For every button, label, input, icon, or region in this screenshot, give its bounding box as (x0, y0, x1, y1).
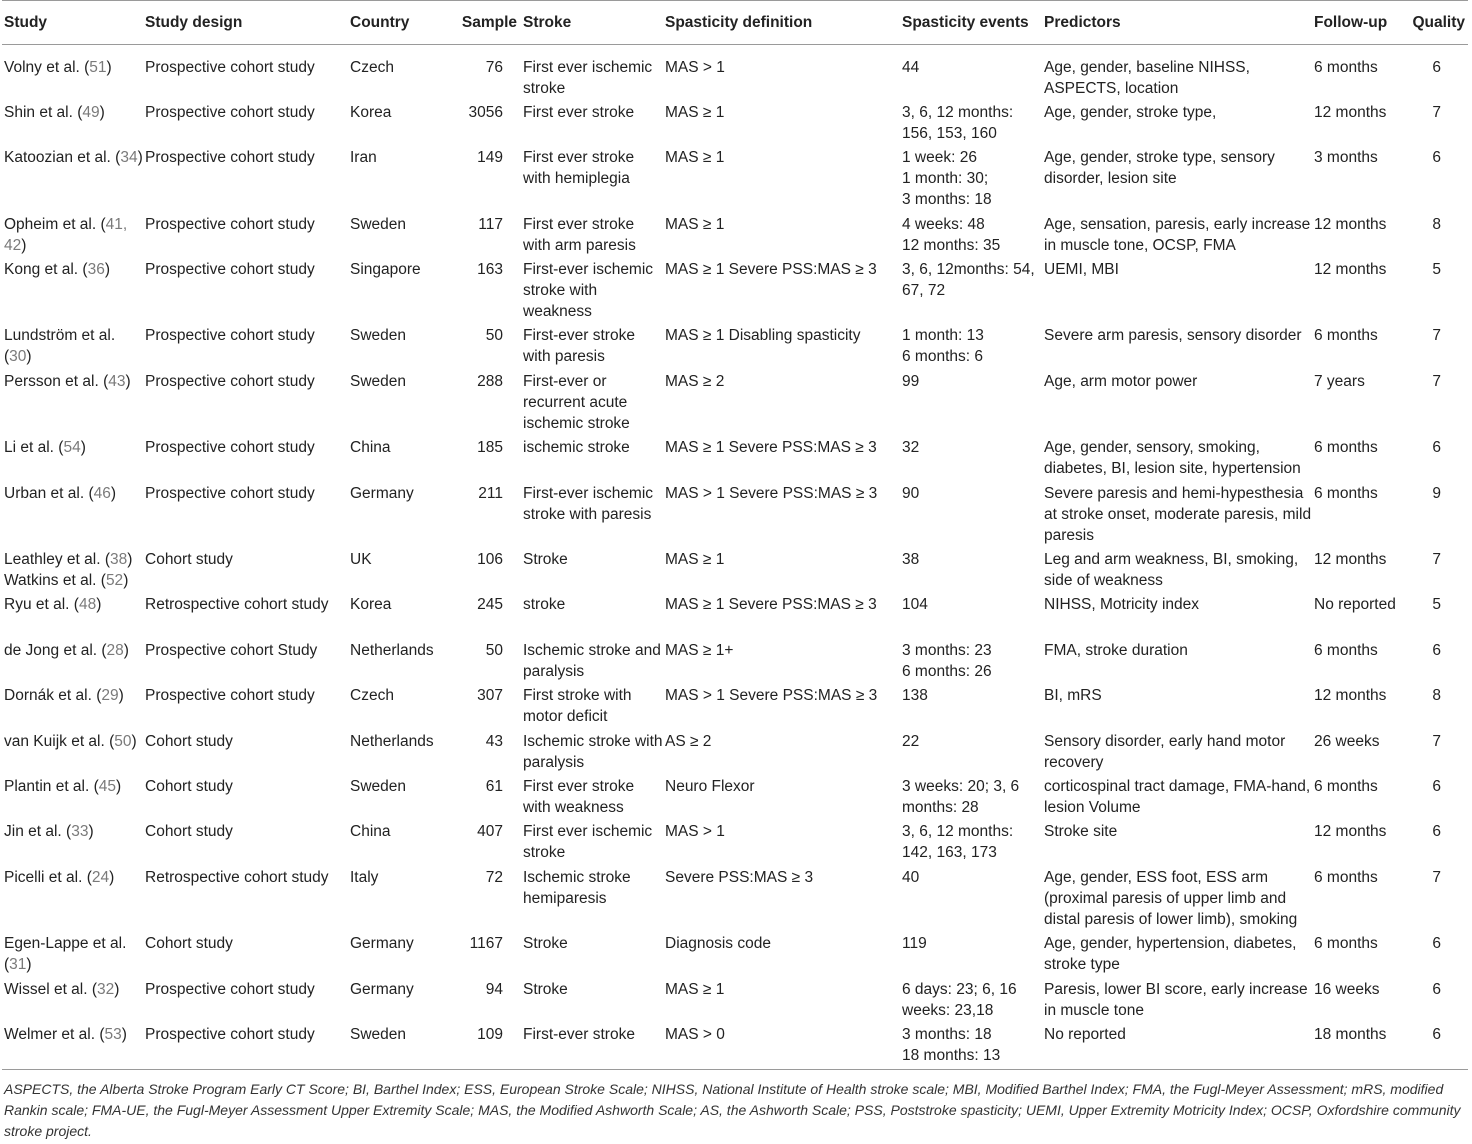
reference-link[interactable]: 30 (9, 348, 27, 366)
cell-study: Persson et al. (43) (4, 372, 131, 390)
cell-study-design: Cohort study (145, 823, 233, 841)
cell-stroke: First-ever stroke (523, 1024, 665, 1069)
reference-link[interactable]: 53 (104, 1025, 122, 1043)
reference-link[interactable]: 36 (87, 261, 105, 279)
cell-quality: 7 (1432, 868, 1441, 886)
table-row (2, 685, 1468, 730)
table-row (2, 483, 1468, 549)
cell-stroke: First ever stroke (523, 103, 635, 121)
table-row (2, 325, 1468, 370)
cell-predictors: Age, sensation, paresis, early increase in muscle tone, OCSP, FMA (1044, 215, 1311, 254)
cell-study: Lundström et al. (30) (4, 327, 116, 366)
cell-spasticity-events: 1 month: 13 6 months: 6 (902, 327, 984, 366)
cell-stroke: First ever stroke with arm paresis (523, 215, 636, 254)
cell-quality: 7 (1432, 103, 1441, 121)
cell-spasticity-definition: MAS > 1 Severe PSS:MAS ≥ 3 (665, 687, 878, 705)
cell-predictors: Stroke site (1044, 823, 1118, 841)
cell-study: Urban et al. (46) (4, 484, 117, 502)
cell-follow-up: 26 weeks (1314, 732, 1380, 750)
cell-study-design: Cohort study (145, 551, 233, 569)
cell-stroke: Ischemic stroke hemiparesis (523, 868, 631, 907)
table-row (2, 640, 1468, 685)
cell-country: Netherlands (350, 641, 434, 659)
cell-country: Korea (350, 596, 392, 614)
reference-link[interactable]: 46 (93, 484, 111, 502)
reference-link[interactable]: 28 (106, 641, 124, 659)
cell-study: Plantin et al. (45) (4, 777, 122, 795)
cell-sample: 288 (477, 372, 503, 390)
cell-follow-up: 6 months (1314, 641, 1378, 659)
cell-quality: 5 (1432, 261, 1441, 279)
reference-link[interactable]: 49 (82, 103, 100, 121)
cell-stroke: First ever stroke with hemiplegia (523, 149, 635, 188)
header-study: Study (2, 1, 145, 45)
cell-spasticity-events: 44 (902, 59, 920, 76)
cell-spasticity-events: 99 (902, 372, 920, 390)
cell-spasticity-events: 1 week: 26 1 month: 30; 3 months: 18 (902, 149, 992, 209)
cell-spasticity-events: 3 months: 18 18 months: 13 (902, 1024, 1044, 1069)
cell-spasticity-definition: MAS ≥ 1 Severe PSS:MAS ≥ 3 (665, 439, 877, 457)
table-row (2, 147, 1468, 213)
cell-spasticity-definition: MAS ≥ 1 (665, 149, 725, 167)
cell-country: Sweden (350, 372, 407, 390)
cell-sample: 106 (477, 551, 503, 569)
cell-follow-up: 6 months (1314, 439, 1378, 457)
study-author: Li et al. (4, 439, 54, 457)
study-author: Volny et al. (4, 59, 80, 76)
cell-country: Singapore (350, 261, 421, 279)
cell-spasticity-definition: MAS > 0 (665, 1024, 902, 1069)
reference-link[interactable]: 32 (97, 980, 115, 998)
cell-stroke: Stroke (523, 980, 568, 998)
cell-study-design: Prospective cohort study (145, 484, 315, 502)
cell-spasticity-events: 4 weeks: 48 12 months: 35 (902, 215, 1001, 254)
cell-study: de Jong et al. (28) (4, 641, 129, 659)
table-footnote: ASPECTS, the Alberta Stroke Program Early CT Score; BI, Barthel Index; ESS, European Stroke Scale; NIHSS, National Institute of Health stroke scale; MBI, Modified Barthel Index; FMA, the Fugl-Meyer Assessment; mRS, modified Rankin scale; FMA-UE, the Fugl-Meyer Assessment Upper Extremity Scale; MAS, the Modified Ashworth Scale; AS, the Ashworth Scale; PSS, Poststroke spasticity; UEMI, Upper Extremity Motricity Index; OCSP, Oxfordshire community stroke project. (4, 1080, 1461, 1139)
cell-follow-up: 16 weeks (1314, 980, 1380, 998)
cell-stroke: First ever ischemic stroke (523, 823, 653, 862)
cell-follow-up: 6 months (1314, 59, 1378, 76)
table-row (2, 259, 1468, 325)
cell-sample: 407 (477, 823, 503, 841)
cell-quality: 6 (1432, 439, 1441, 457)
cell-spasticity-definition: MAS ≥ 1 Severe PSS:MAS ≥ 3 (665, 261, 877, 279)
cell-study: Dornák et al. (29) (4, 687, 124, 705)
cell-predictors: Age, arm motor power (1044, 372, 1198, 390)
cell-spasticity-events: 138 (902, 687, 928, 705)
cell-country: Sweden (350, 215, 407, 233)
cell-follow-up: 6 months (1314, 327, 1378, 345)
reference-link[interactable]: 38 (109, 551, 128, 569)
cell-spasticity-definition: AS ≥ 2 (665, 732, 712, 750)
table-row (2, 371, 1468, 437)
cell-study-design: Prospective cohort study (145, 687, 315, 705)
cell-spasticity-definition: MAS ≥ 1 (665, 103, 725, 121)
cell-spasticity-events: 3, 6, 12months: 54, 67, 72 (902, 261, 1035, 300)
cell-predictors: Age, gender, sensory, smoking, diabetes, BI, lesion site, hypertension (1044, 439, 1301, 478)
cell-follow-up: 6 months (1314, 777, 1378, 795)
cell-predictors: Sensory disorder, early hand motor recovery (1044, 732, 1286, 771)
cell-quality: 6 (1432, 777, 1441, 795)
cell-sample: 61 (485, 777, 503, 795)
cell-country: Germany (350, 484, 414, 502)
study-author: Welmer et al. (4, 1025, 96, 1043)
study-author: Persson et al. (4, 372, 99, 390)
cell-stroke: Ischemic stroke with paralysis (523, 732, 663, 771)
cell-study-design: Prospective cohort study (145, 59, 315, 76)
cell-sample: 72 (485, 868, 503, 886)
cell-study-design: Prospective cohort study (145, 439, 315, 457)
cell-follow-up: No reported (1314, 596, 1396, 614)
study-author: Plantin et al. (4, 777, 90, 795)
study-author: Kong et al. (4, 261, 79, 279)
cell-spasticity-events: 6 days: 23; 6, 16 weeks: 23,18 (902, 980, 1017, 1019)
study-author: Katoozian et al. (4, 149, 111, 167)
reference-link[interactable]: 45 (98, 777, 117, 795)
cell-study-design: Prospective cohort study (145, 103, 315, 121)
cell-study: Kong et al. (36) (4, 261, 110, 279)
table-row (2, 549, 1468, 594)
reference-link[interactable]: 34 (120, 149, 138, 167)
reference-link[interactable]: 43 (108, 372, 126, 390)
reference-link[interactable]: 41, 42 (4, 215, 128, 254)
cell-study-design: Prospective cohort study (145, 215, 315, 233)
cell-quality: 6 (1432, 641, 1441, 659)
cell-quality: 8 (1432, 687, 1441, 705)
cell-spasticity-events: 3 months: 23 6 months: 26 (902, 641, 992, 680)
cell-country: Sweden (350, 327, 407, 345)
cell-spasticity-definition: MAS > 1 Severe PSS:MAS ≥ 3 (665, 484, 878, 502)
cell-predictors: Severe paresis and hemi-hypesthesia at stroke onset, moderate paresis, mild paresis (1044, 484, 1312, 544)
cell-quality: 7 (1432, 372, 1441, 390)
cell-country: Netherlands (350, 732, 434, 750)
cell-sample: 307 (477, 687, 503, 705)
cell-study: Ryu et al. (48) (4, 596, 102, 614)
table-row (2, 594, 1468, 639)
study-author: Shin et al. (4, 103, 73, 121)
cell-study-design: Prospective cohort study (145, 980, 315, 998)
cell-sample: 94 (485, 980, 503, 998)
table-row (2, 214, 1468, 259)
cell-study-design: Prospective cohort study (145, 327, 315, 345)
table-row (2, 45, 1468, 102)
cell-study: Katoozian et al. (34) (4, 149, 143, 167)
cell-study: Volny et al. (51) (4, 59, 112, 76)
study-author: Lundström et al. (4, 327, 116, 345)
study-author: van Kuijk et al. (4, 732, 105, 750)
reference-link[interactable]: 31 (9, 956, 27, 974)
cell-spasticity-definition: MAS ≥ 1 Severe PSS:MAS ≥ 3 (665, 596, 877, 614)
cell-predictors: BI, mRS (1044, 687, 1102, 705)
cell-sample: 50 (485, 641, 503, 659)
cell-quality: 7 (1432, 732, 1441, 750)
cell-follow-up: 12 months (1314, 551, 1387, 569)
cell-quality: 6 (1432, 823, 1441, 841)
cell-quality: 6 (1432, 59, 1441, 76)
cell-country: Iran (350, 149, 377, 167)
cell-sample: 3056 (468, 103, 503, 121)
cell-study-design: Prospective cohort study (145, 372, 315, 390)
table-row (2, 933, 1468, 978)
study-author: de Jong et al. (4, 641, 98, 659)
cell-follow-up: 18 months (1314, 1024, 1406, 1069)
cell-predictors: NIHSS, Motricity index (1044, 596, 1200, 614)
study-author: Watkins et al. (4, 572, 97, 590)
cell-spasticity-definition: MAS > 1 (665, 823, 725, 841)
cell-sample: 163 (477, 261, 503, 279)
cell-stroke: ischemic stroke (523, 439, 630, 457)
cell-sample: 245 (477, 596, 503, 614)
reference-link[interactable]: 24 (91, 868, 110, 886)
cell-country: UK (350, 551, 372, 569)
study-author: Picelli et al. (4, 868, 83, 886)
cell-study-design: Retrospective cohort study (145, 596, 329, 614)
cell-predictors: FMA, stroke duration (1044, 641, 1188, 659)
cell-follow-up: 12 months (1314, 261, 1387, 279)
cell-spasticity-events: 3 weeks: 20; 3, 6 months: 28 (902, 777, 1020, 816)
cell-study: Wissel et al. (32) (4, 980, 120, 998)
table-row (2, 102, 1468, 147)
cell-follow-up: 6 months (1314, 868, 1378, 886)
cell-follow-up: 3 months (1314, 149, 1378, 167)
cell-study-design: Cohort study (145, 732, 233, 750)
cell-predictors: Paresis, lower BI score, early increase in muscle tone (1044, 980, 1308, 1019)
study-author: Dornák et al. (4, 687, 92, 705)
cell-follow-up: 12 months (1314, 687, 1387, 705)
cell-predictors: Age, gender, stroke type, sensory disorder, lesion site (1044, 149, 1275, 188)
cell-country: Sweden (350, 777, 407, 795)
reference-link[interactable]: 33 (71, 823, 89, 841)
cell-country: Italy (350, 868, 379, 886)
cell-study: Opheim et al. (41, 42) (4, 215, 128, 254)
cell-study-design: Cohort study (145, 777, 233, 795)
cell-quality: 9 (1432, 484, 1441, 502)
cell-spasticity-definition: MAS ≥ 1 (665, 980, 725, 998)
cell-spasticity-definition: MAS ≥ 2 (665, 372, 725, 390)
cell-spasticity-definition: MAS ≥ 1 (665, 551, 725, 569)
cell-spasticity-events: 40 (902, 868, 920, 886)
cell-study: Leathley et al. (38) Watkins et al. (52) (4, 551, 133, 590)
cell-predictors: Age, gender, baseline NIHSS, ASPECTS, location (1044, 59, 1250, 97)
header-stroke: Stroke (523, 1, 665, 45)
cell-stroke: First-ever stroke with paresis (523, 327, 635, 366)
cell-study: Welmer et al. (53) (2, 1024, 145, 1069)
cell-stroke: stroke (523, 596, 566, 614)
header-study-design: Study design (145, 1, 350, 45)
table-row (2, 1024, 1468, 1069)
cell-predictors: No reported (1044, 1024, 1314, 1069)
cell-spasticity-definition: MAS ≥ 1 (665, 215, 725, 233)
cell-follow-up: 12 months (1314, 103, 1387, 121)
cell-country: China (350, 823, 391, 841)
cell-spasticity-events: 119 (902, 935, 927, 953)
cell-study: van Kuijk et al. (50) (4, 732, 137, 750)
cell-spasticity-events: 3, 6, 12 months: 142, 163, 173 (902, 823, 1014, 862)
cell-study: Picelli et al. (24) (4, 868, 115, 886)
cell-sample: 149 (477, 149, 503, 167)
cell-country: Germany (350, 980, 414, 998)
cell-spasticity-events: 3, 6, 12 months: 156, 153, 160 (902, 103, 1014, 142)
cell-follow-up: 12 months (1314, 823, 1387, 841)
table-row (2, 867, 1468, 933)
cell-spasticity-events: 104 (902, 596, 928, 614)
cell-spasticity-definition: MAS ≥ 1 Disabling spasticity (665, 327, 861, 345)
cell-spasticity-definition: Neuro Flexor (665, 777, 755, 795)
table-row (2, 776, 1468, 821)
studies-table (2, 0, 1468, 1070)
cell-sample: 50 (485, 327, 503, 345)
cell-follow-up: 6 months (1314, 935, 1378, 953)
header-follow-up: Follow-up (1314, 1, 1406, 45)
cell-study-design: Cohort study (145, 935, 233, 953)
cell-follow-up: 6 months (1314, 484, 1378, 502)
cell-study-design: Retrospective cohort study (145, 868, 329, 886)
cell-spasticity-events: 22 (902, 732, 920, 750)
cell-stroke: Ischemic stroke and paralysis (523, 641, 661, 680)
cell-predictors: Age, gender, stroke type, (1044, 103, 1217, 121)
cell-study: Egen-Lappe et al. (31) (4, 935, 127, 974)
cell-follow-up: 12 months (1314, 215, 1387, 233)
cell-quality: 6 (1432, 980, 1441, 998)
cell-spasticity-events: 32 (902, 439, 920, 457)
cell-quality: 7 (1432, 327, 1441, 345)
cell-sample: 1167 (469, 935, 503, 953)
reference-link[interactable]: 51 (89, 59, 107, 76)
study-author: Egen-Lappe et al. (4, 935, 127, 953)
study-author: Urban et al. (4, 484, 85, 502)
cell-sample: 76 (485, 59, 503, 76)
study-author: Jin et al. (4, 823, 62, 841)
cell-stroke: First ever ischemic stroke (523, 59, 653, 97)
cell-spasticity-events: 38 (902, 551, 920, 569)
cell-quality: 6 (1432, 149, 1441, 167)
cell-predictors: Age, gender, ESS foot, ESS arm (proximal paresis of upper limb and distal paresis of lower limb), smoking (1044, 868, 1298, 928)
cell-sample: 211 (478, 484, 503, 502)
cell-stroke: Stroke (523, 551, 568, 569)
cell-spasticity-definition: Diagnosis code (665, 935, 771, 953)
cell-quality: 8 (1432, 215, 1441, 233)
header-predictors: Predictors (1044, 1, 1314, 45)
cell-quality: 6 (1406, 1024, 1468, 1069)
reference-link[interactable]: 52 (105, 572, 124, 590)
cell-country: Sweden (350, 1024, 442, 1069)
cell-sample: 109 (442, 1024, 523, 1069)
cell-quality: 5 (1432, 596, 1441, 614)
table-row (2, 821, 1468, 866)
reference-link[interactable]: 48 (78, 596, 97, 614)
header-spasticity-definition: Spasticity definition (665, 1, 902, 45)
cell-stroke: First-ever ischemic stroke with weakness (523, 261, 654, 321)
reference-link[interactable]: 54 (63, 439, 81, 457)
cell-stroke: Stroke (523, 935, 568, 953)
cell-predictors: corticospinal tract damage, FMA-hand, lesion Volume (1044, 777, 1311, 816)
cell-study: Jin et al. (33) (4, 823, 94, 841)
cell-study: Li et al. (54) (4, 439, 86, 457)
cell-country: China (350, 439, 391, 457)
cell-spasticity-definition: MAS ≥ 1+ (665, 641, 734, 659)
cell-spasticity-definition: MAS > 1 (665, 59, 725, 76)
table-row (2, 979, 1468, 1024)
cell-quality: 6 (1432, 935, 1441, 953)
header-sample: Sample (442, 1, 523, 45)
cell-spasticity-events: 90 (902, 484, 920, 502)
study-author: Leathley et al. (4, 551, 101, 569)
cell-stroke: First ever stroke with weakness (523, 777, 635, 816)
cell-spasticity-definition: Severe PSS:MAS ≥ 3 (665, 868, 814, 886)
cell-stroke: First-ever ischemic stroke with paresis (523, 484, 654, 523)
table-body (2, 45, 1468, 1070)
cell-country: Korea (350, 103, 392, 121)
cell-study-design: Prospective cohort study (145, 149, 315, 167)
cell-country: Germany (350, 935, 414, 953)
cell-country: Czech (350, 59, 394, 76)
table-row (2, 437, 1468, 482)
study-author: Wissel et al. (4, 980, 88, 998)
header-spasticity-events: Spasticity events (902, 1, 1044, 45)
reference-link[interactable]: 50 (114, 732, 132, 750)
cell-study-design: Prospective cohort study (145, 1024, 350, 1069)
cell-sample: 117 (478, 215, 503, 233)
cell-sample: 43 (485, 732, 503, 750)
cell-predictors: Age, gender, hypertension, diabetes, stroke type (1044, 935, 1297, 974)
cell-sample: 185 (477, 439, 503, 457)
cell-predictors: Severe arm paresis, sensory disorder (1044, 327, 1302, 345)
study-author: Opheim et al. (4, 215, 97, 233)
cell-study-design: Prospective cohort study (145, 261, 315, 279)
cell-quality: 7 (1432, 551, 1441, 569)
reference-link[interactable]: 29 (101, 687, 119, 705)
cell-stroke: First stroke with motor deficit (523, 687, 632, 726)
cell-predictors: UEMI, MBI (1044, 261, 1119, 279)
cell-follow-up: 7 years (1314, 372, 1365, 390)
cell-study: Shin et al. (49) (4, 103, 105, 121)
cell-predictors: Leg and arm weakness, BI, smoking, side of weakness (1044, 551, 1299, 590)
header-country: Country (350, 1, 442, 45)
header-quality: Quality (1406, 1, 1468, 45)
cell-stroke: First-ever or recurrent acute ischemic stroke (523, 372, 630, 432)
header-row (2, 1, 1468, 45)
cell-country: Czech (350, 687, 394, 705)
table-row (2, 731, 1468, 776)
study-author: Ryu et al. (4, 596, 70, 614)
cell-study-design: Prospective cohort Study (145, 641, 318, 659)
